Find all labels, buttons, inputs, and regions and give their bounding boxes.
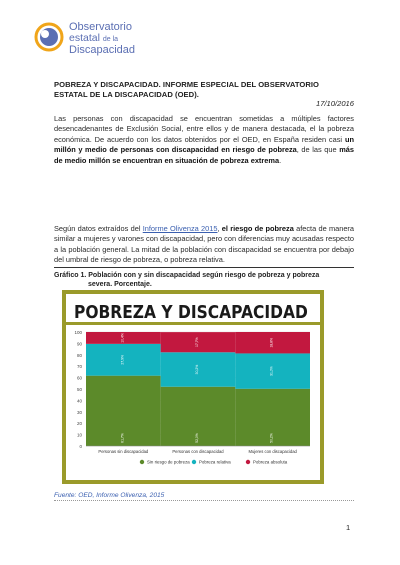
data-label: 31,0%: [269, 366, 274, 376]
paragraph-1: [54, 114, 354, 166]
y-tick-label: 70: [76, 364, 82, 370]
data-label: 18,8%: [269, 337, 274, 348]
logo-line-2a: estatal: [69, 32, 100, 44]
p2-bold-c: el riesgo de pobreza: [221, 224, 294, 233]
legend-swatch: [246, 460, 250, 464]
chart-title: POBREZA Y DISCAPACIDAD: [74, 300, 308, 323]
p1-bold-d: más de medio millón se encuentran en situación de pobreza extrema: [54, 145, 354, 165]
y-tick-label: 80: [76, 352, 82, 358]
legend-label: Pobreza absoluta: [253, 459, 288, 465]
legend-swatch: [192, 460, 196, 464]
data-label: 27,9%: [120, 354, 125, 365]
legend-swatch: [140, 460, 144, 464]
y-tick-label: 50: [76, 387, 82, 392]
y-tick-label: 90: [76, 341, 82, 347]
p2-text-a: Según datos extraídos del: [54, 224, 143, 233]
plot-area: [74, 330, 310, 454]
logo-line-3: Discapacidad: [69, 44, 136, 56]
data-label: 52,0%: [195, 433, 199, 443]
p2-text-b: ,: [217, 224, 222, 233]
document-date: 17/10/2016: [315, 99, 354, 108]
figure-title: [54, 267, 354, 289]
y-tick-label: 100: [74, 330, 82, 335]
x-category-label: Personas con discapacidad: [172, 449, 224, 454]
logo-line-2b: de la: [102, 36, 119, 43]
y-tick-label: 20: [76, 421, 82, 427]
figure-title-line-1: Gráfico 1. Población con y sin discapacidad según riesgo de pobreza y pobreza: [54, 272, 320, 279]
source-divider: [54, 500, 354, 501]
y-tick-label: 60: [76, 375, 82, 381]
informe-olivenza-link[interactable]: Informe Olivenza 2015: [142, 224, 218, 233]
figure-source: Fuente: OED, Informe Olivenza, 2015: [54, 492, 165, 499]
p1-bold-b: un millón y medio de personas con discapacidad en riesgo de pobreza: [54, 134, 354, 155]
data-label: 61,7%: [120, 433, 125, 443]
y-tick-label: 30: [76, 409, 82, 415]
y-tick-label: 0: [79, 444, 82, 449]
p1-text-e: .: [279, 155, 282, 165]
p1-text-c: , de las que: [296, 145, 340, 155]
y-tick-label: 40: [76, 398, 82, 404]
x-category-label: Personas sin discapacidad: [98, 449, 149, 454]
chart-legend: [140, 460, 288, 465]
oed-logo: [34, 22, 135, 56]
data-label: 30,2%: [195, 364, 199, 375]
data-label: 50,2%: [269, 433, 274, 443]
figure-title-line-2: severa. Porcentaje.: [88, 281, 152, 288]
document-title: POBREZA Y DISCAPACIDAD. INFORME ESPECIAL DEL OBSERVATORIO ESTATAL DE LA DISCAPACIDAD (OED).: [54, 80, 320, 99]
p2-text-d: afecta de manera similar a mujeres y varones con discapacidad, pero con diferencias muy acusadas respecto a la población general. La mitad de la población con discapacidad se encuentra por debajo del umbral de riesgo de pobreza, o pobreza relativa.: [54, 224, 355, 265]
logo-text: [69, 22, 135, 56]
poverty-chart: [62, 290, 324, 484]
logo-line-1: Observatorio: [69, 21, 132, 33]
chart-title-divider: [66, 322, 320, 325]
page-number: 1: [346, 523, 351, 532]
legend-label: Sin riesgo de pobreza: [147, 459, 190, 465]
legend-label: Pobreza relativa: [199, 459, 231, 465]
y-tick-label: 10: [76, 432, 82, 438]
data-label: 17,7%: [195, 337, 199, 348]
p1-text-a: Las personas con discapacidad se encuentran sometidas a múltiples factores desencadenantes de Exclusión Social, entre ellos y de manera destacada, el la pobreza económica. De acuerdo con los datos obtenidos por el OED, en España residen casi: [54, 114, 354, 144]
logo-mark-icon: [34, 22, 64, 52]
data-label: 10,4%: [120, 333, 125, 343]
paragraph-2: [54, 224, 354, 266]
x-category-label: Mujeres con discapacidad: [248, 449, 297, 454]
